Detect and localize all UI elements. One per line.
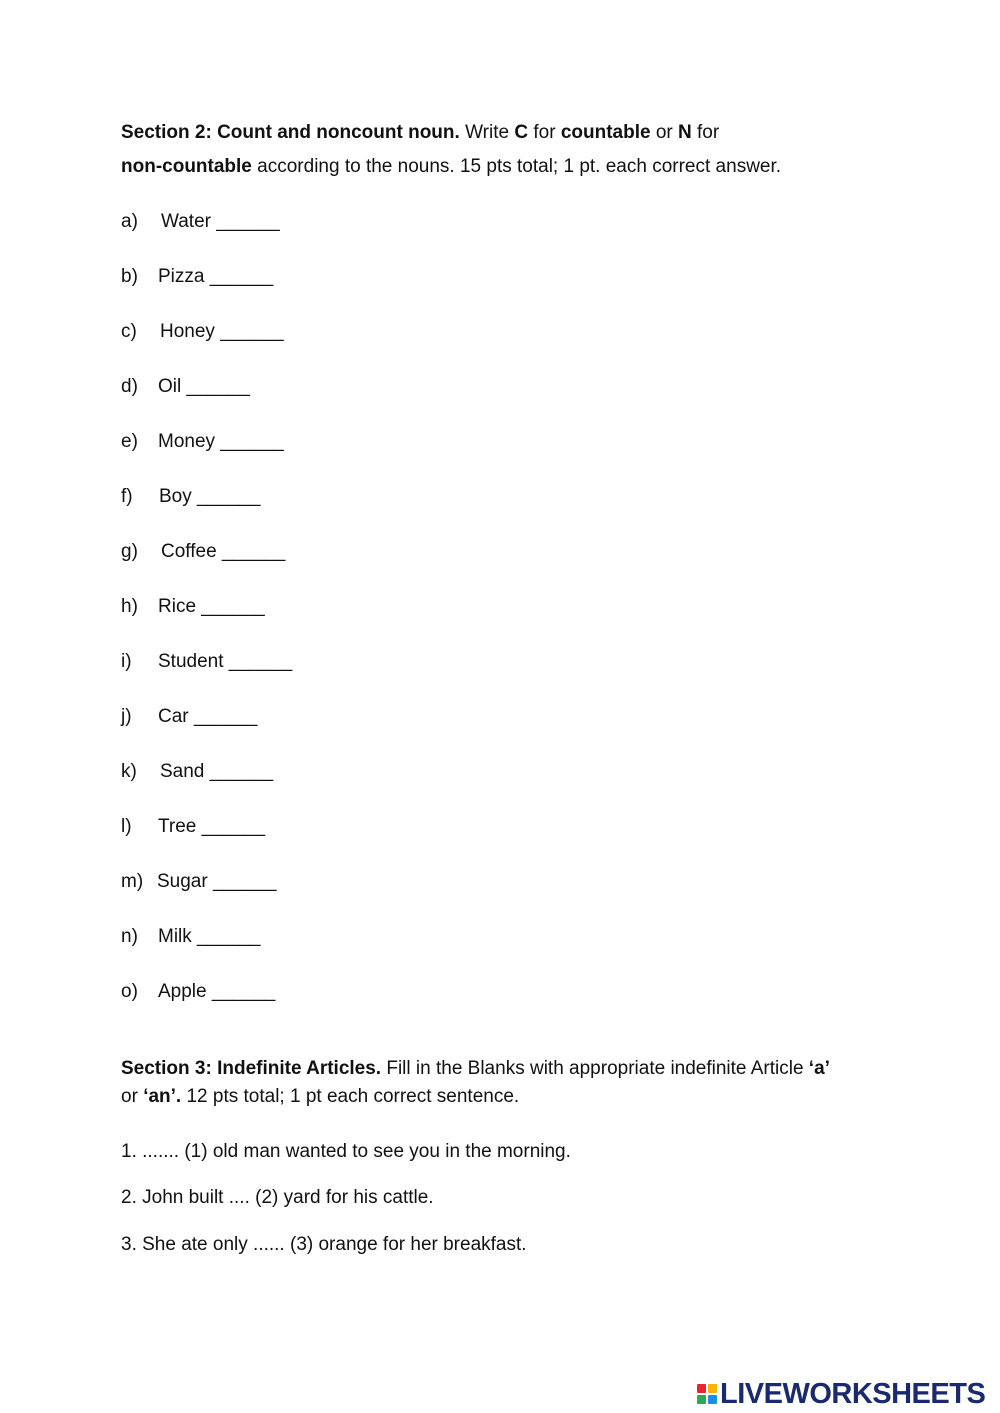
list-item: o) Apple ______ (121, 981, 276, 1002)
answer-blank[interactable]: Pizza ______ (158, 266, 274, 287)
section-3-line-1: Section 3: Indefinite Articles. Fill in the Blanks with appropriate indefinite Article ‘a’ (121, 1058, 830, 1079)
answer-blank[interactable]: Oil ______ (158, 376, 250, 397)
list-item: e) Money ______ (121, 431, 284, 452)
section-3-instructions (121, 1055, 830, 1111)
section-3-heading: Section 3: Indefinite Articles. (121, 1058, 382, 1079)
liveworksheets-logo (697, 1378, 985, 1410)
answer-blank[interactable]: Car ______ (158, 706, 258, 727)
logo-square (697, 1384, 706, 1393)
answer-blank[interactable]: Water ______ (161, 211, 280, 232)
logo-square (708, 1384, 717, 1393)
logo-text: LIVEWORKSHEETS (720, 1377, 986, 1410)
section-3-line-2: or ‘an’. 12 pts total; 1 pt each correct sentence. (121, 1086, 520, 1107)
logo-mark-icon (697, 1384, 717, 1404)
list-item: a) Water ______ (121, 211, 280, 232)
list-item: b) Pizza ______ (121, 266, 274, 287)
answer-blank[interactable]: Apple ______ (158, 981, 276, 1002)
list-item: h) Rice ______ (121, 596, 265, 617)
sentence-item: 3. She ate only ...... (3) orange for her breakfast. (121, 1234, 527, 1255)
logo-square (697, 1395, 706, 1404)
list-item: j) Car ______ (121, 706, 258, 727)
list-item: m) Sugar ______ (121, 871, 277, 892)
list-item: k) Sand ______ (121, 761, 274, 782)
list-item: g) Coffee ______ (121, 541, 286, 562)
answer-blank[interactable]: Tree ______ (158, 816, 266, 837)
sentence-item: 2. John built .... (2) yard for his cattle. (121, 1187, 434, 1208)
section-2-instructions (121, 116, 781, 184)
section-2-line-2: non-countable according to the nouns. 15 pts total; 1 pt. each correct answer. (121, 156, 782, 177)
answer-blank[interactable]: Milk ______ (158, 926, 261, 947)
sentence-item: 1. ....... (1) old man wanted to see you in the morning. (121, 1141, 571, 1162)
section-2-heading: Section 2: Count and noncount noun. (121, 122, 460, 143)
answer-blank[interactable]: Sugar ______ (157, 871, 277, 892)
list-item: f) Boy ______ (121, 486, 261, 507)
list-item: c) Honey ______ (121, 321, 284, 342)
list-item: l) Tree ______ (121, 816, 266, 837)
answer-blank[interactable]: Honey ______ (160, 321, 284, 342)
list-item: n) Milk ______ (121, 926, 261, 947)
answer-blank[interactable]: Student ______ (158, 651, 293, 672)
logo-square (708, 1395, 717, 1404)
answer-blank[interactable]: Money ______ (158, 431, 284, 452)
section-2-line-1: Section 2: Count and noncount noun. Write C for countable or N for (121, 122, 720, 143)
list-item: d) Oil ______ (121, 376, 250, 397)
answer-blank[interactable]: Rice ______ (158, 596, 265, 617)
answer-blank[interactable]: Coffee ______ (161, 541, 286, 562)
list-item: i) Student ______ (121, 651, 293, 672)
answer-blank[interactable]: Boy ______ (159, 486, 261, 507)
answer-blank[interactable]: Sand ______ (160, 761, 274, 782)
